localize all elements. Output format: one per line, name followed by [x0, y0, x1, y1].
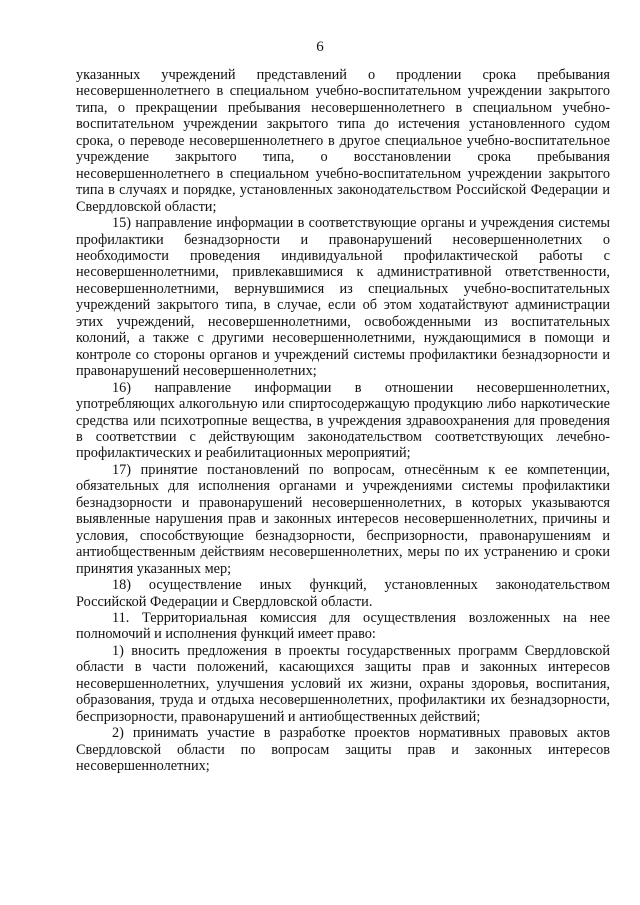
paragraph-item-16: 16) направление информации в отношении несовершеннолетних, употребляющих алкогольную или спиртосодержащую продукцию либо наркотические средства или психотропные вещества, в учреждения здравоохранения для проведения в соответствии с действующим законодательством соответствующих лечебно-профилактических и реабилитационных мероприятий;	[76, 379, 610, 462]
paragraph-right-1: 1) вносить предложения в проекты государственных программ Свердловской области в части положений, касающихся защиты прав и законных интересов несовершеннолетних, улучшения условий их жизни, охраны здоровья, воспитания, образования, труда и отдыха несовершеннолетних, профилактики их безнадзорности, беспризорности, правонарушений и антиобщественных действий;	[76, 642, 610, 725]
page-number: 6	[316, 39, 324, 55]
paragraph-section-11: 11. Территориальная комиссия для осуществления возложенных на нее полномочий и исполнения функций имеет право:	[76, 609, 610, 643]
paragraph-item-15: 15) направление информации в соответствующие органы и учреждения системы профилактики безнадзорности и правонарушений несовершеннолетних о необходимости проведения индивидуальной профилактической работы с несовершеннолетними, привлекавшимися к административной ответственности, несовершеннолетними, вернувшимися из специальных учебно-воспитательных учреждений закрытого типа, в случае, если об этом ходатайствуют администрации этих учреждений, несовершеннолетними, освобожденными из воспитательных колоний, а также с другими несовершеннолетними, нуждающимися в помощи и контроле со стороны органов и учреждений системы профилактики безнадзорности и правонарушений несовершеннолетних;	[76, 215, 610, 380]
paragraph-right-2: 2) принимать участие в разработке проектов нормативных правовых актов Свердловской области по вопросам защиты прав и законных интересов несовершеннолетних;	[76, 725, 610, 775]
document-body	[76, 67, 610, 774]
paragraph-continuation: указанных учреждений представлений о продлении срока пребывания несовершеннолетнего в специальном учебно-воспитательном учреждении закрытого типа, о прекращении пребывания несовершеннолетнего в специальном учебно-воспитательном учреждении закрытого типа до истечения установленного судом срока, о переводе несовершеннолетнего в другое специальное учебно-воспитательное учреждение закрытого типа, о восстановлении срока пребывания несовершеннолетнего в специальном учебно-воспитательном учреждении закрытого типа в случаях и порядке, установленных законодательством Российской Федерации и Свердловской области;	[76, 67, 610, 215]
paragraph-item-18: 18) осуществление иных функций, установленных законодательством Российской Федерации и Свердловской области.	[76, 577, 610, 610]
paragraph-item-17: 17) принятие постановлений по вопросам, отнесённым к ее компетенции, обязательных для исполнения органами и учреждениями системы профилактики безнадзорности и правонарушений несовершеннолетних, в которых указываются выявленные нарушения прав и законных интересов несовершеннолетних, причины и условия, способствующие безнадзорности, беспризорности, правонарушениям и антиобщественным действиям несовершеннолетних, меры по их устранению и сроки принятия указанных мер;	[76, 461, 610, 577]
